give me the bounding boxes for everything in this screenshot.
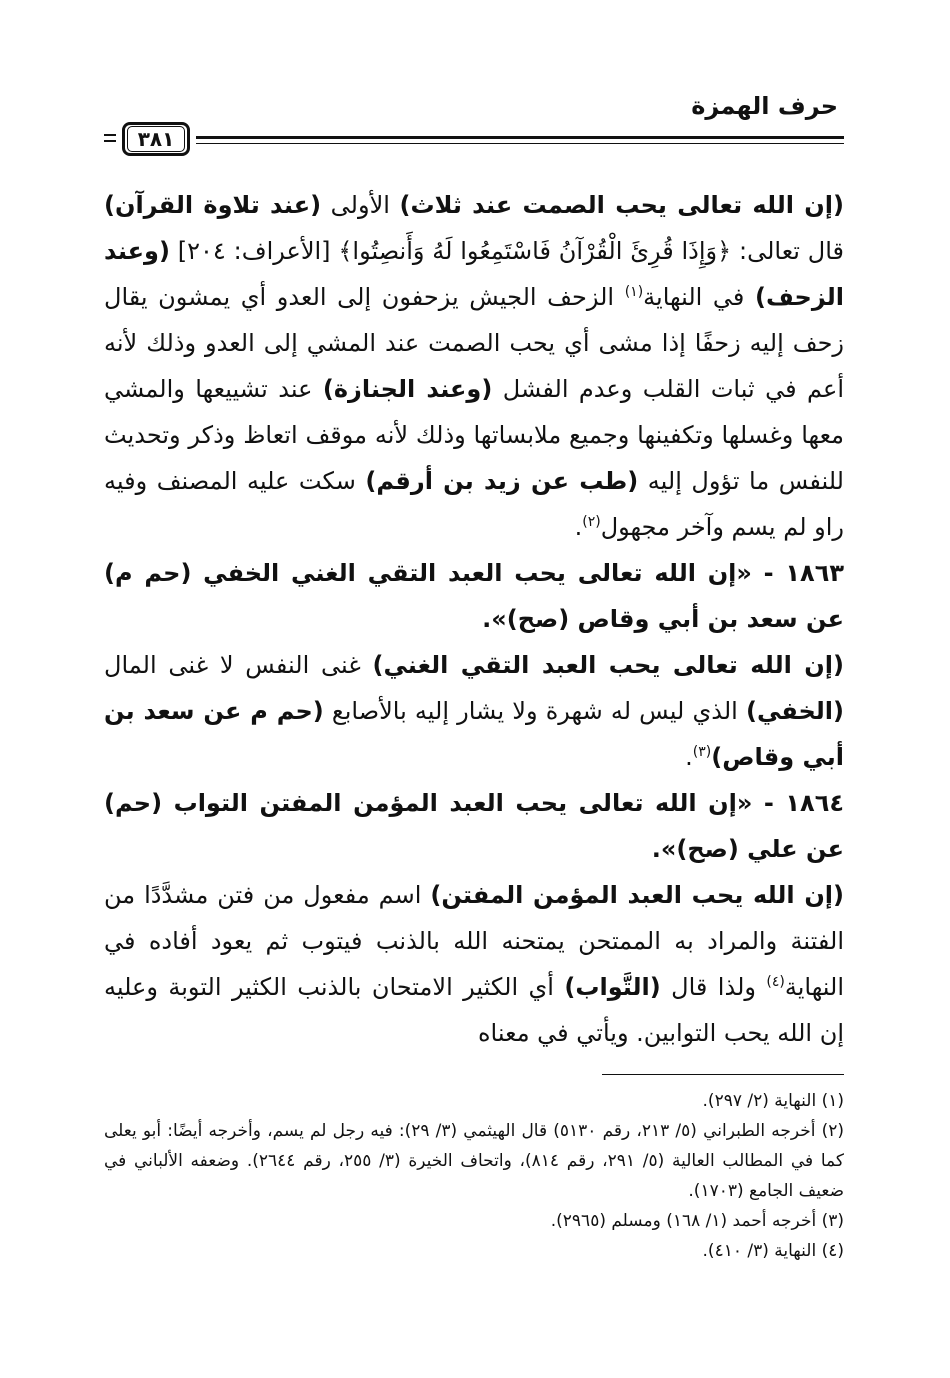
- footnote-ref: (٣): [692, 744, 712, 760]
- header-rule-thin: [196, 143, 844, 144]
- footnote-2: (٢) أخرجه الطبراني (٥/ ٢١٣، رقم ٥١٣٠) قال الهيثمي (٣/ ٢٩): فيه رجل لم يسم، وأخرجه أيضًا: أبو يعلى كما في المطالب العالية (٥/ ٢٩١، رقم ٨١٤)، واتحاف الخيرة (٣/ ٢٥٥، رقم ٢٦٤٤). وضعفه الألباني في ضعيف الجامع (١٧٠٣).: [104, 1121, 845, 1201]
- bold-segment: (وعند الجنازة): [322, 375, 493, 403]
- header-rule-thick: [196, 136, 844, 139]
- footnote-ref: (٤): [766, 974, 785, 990]
- equals-mark: [104, 134, 116, 146]
- chapter-title: حرف الهمزة: [691, 92, 838, 120]
- bold-segment: (التَّواب): [564, 973, 661, 1001]
- bold-segment: (إن الله تعالى يحب العبد التقي الغني): [372, 651, 844, 679]
- text-segment: الأولى: [321, 191, 400, 219]
- text-segment: الزحف الجيش يزحفون إلى العدو أي يمشون يقال زحف إليه زحفًا إذا مشى أي يحب الصمت عند المشي إلى العدو وذلك لأنه أعم في ثبات القلب وعدم الفشل: [104, 283, 845, 403]
- main-text: [104, 182, 844, 1056]
- footnote-1: (١) النهاية (٢/ ٢٩٧).: [702, 1091, 844, 1111]
- text-segment: عند تشييعها والمشي معها وغسلها وتكفينها وجميع ملابساتها وذلك لأنه موقف اتعاظ وذكر وتحديث للنفس ما تؤول إليه: [104, 375, 844, 495]
- bold-segment: (الخفي): [745, 697, 844, 725]
- bold-segment: (إن الله تعالى يحب الصمت عند ثلاث): [399, 191, 844, 219]
- text-segment: اسم مفعول من فتن مشدَّدًا من الفتنة والمراد به الممتحن يمتحنه الله بالذنب فيتوب ثم يعود أفاده في النهاية: [104, 881, 844, 1001]
- footnote-ref: (١): [624, 284, 644, 300]
- commentary-paragraph: [104, 872, 844, 1056]
- commentary-paragraph: [104, 182, 844, 550]
- text-segment: غنى النفس لا غنى المال: [104, 651, 373, 679]
- header-rule: [104, 122, 844, 158]
- bold-segment: ١٨٦٣ - «إن الله تعالى يحب العبد التقي الغني الخفي (حم م) عن سعد بن أبي وقاص (صح)».: [104, 559, 844, 633]
- footnote-separator: [602, 1074, 844, 1075]
- bold-segment: (طب عن زيد بن أرقم): [365, 467, 639, 495]
- bold-segment: ١٨٦٤ - «إن الله تعالى يحب العبد المؤمن المفتن التواب (حم) عن علي (صح)».: [104, 789, 844, 863]
- text-segment: .: [685, 743, 693, 771]
- hadith-text: [104, 550, 844, 642]
- text-segment: .: [574, 513, 583, 541]
- footnote-3: (٣) أخرجه أحمد (١/ ١٦٨) ومسلم (٢٩٦٥).: [550, 1211, 844, 1231]
- page-number-box: [122, 122, 190, 156]
- text-segment: في النهاية: [643, 283, 755, 311]
- text-segment: الذي ليس له شهرة ولا يشار إليه بالأصابع: [323, 697, 746, 725]
- footnote-4: (٤) النهاية (٣/ ٤١٠).: [702, 1241, 844, 1261]
- text-segment: أي الكثير الامتحان بالذنب الكثير التوبة وعليه إن الله يحب التوابين. ويأتي في معناه: [104, 973, 844, 1047]
- hadith-text: [104, 780, 844, 872]
- text-segment: سكت عليه المصنف وفيه راو لم يسم وآخر مجهول: [104, 467, 844, 541]
- bold-segment: (عند تلاوة القرآن): [104, 191, 322, 219]
- bold-segment: (إن الله يحب العبد المؤمن المفتن): [430, 881, 844, 909]
- bold-segment: (وعند الزحف): [104, 237, 844, 311]
- commentary-paragraph: [104, 642, 844, 780]
- page-number: ٣٨١: [127, 126, 185, 152]
- text-segment: ولذا قال: [660, 973, 767, 1001]
- footnote-ref: (٢): [582, 514, 601, 530]
- bold-segment: (حم م عن سعد بن أبي وقاص): [104, 697, 844, 771]
- text-segment: قال تعالى: ﴿وَإِذَا قُرِئَ الْقُرْآنُ فَاسْتَمِعُوا لَهُ وَأَنصِتُوا﴾ [الأعراف: ٢٠٤]: [169, 237, 845, 265]
- footnotes: [104, 1086, 844, 1266]
